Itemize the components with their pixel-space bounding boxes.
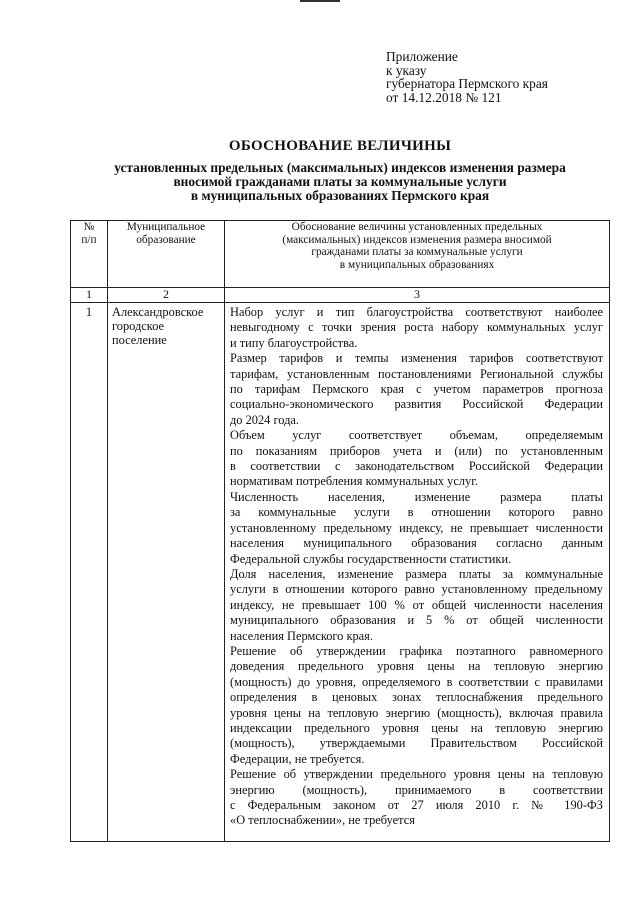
document-title: ОБОСНОВАНИЕ ВЕЛИЧИНЫ [228,138,452,154]
header-number [71,221,108,288]
paragraph-line: Доля населения, изменение размера платы за коммунальные [230,566,603,581]
justification-paragraph [230,428,603,490]
table-header-row [71,221,610,288]
justification-paragraph [230,305,603,351]
paragraph-line: населения муниципального образования согласно данным [230,536,603,551]
subtitle-line: установленных предельных (максимальных) индексов изменения размера [114,160,566,175]
column-number-row [71,288,610,303]
paragraph-line: с Федеральным законом от 27 июля 2010 г. № 190-ФЗ [230,798,603,812]
municipality-line: Александровское [112,305,204,319]
paragraph-line: услуги в отношении которого равно установленному предельному [230,582,603,597]
header-text: п/п [81,233,97,246]
paragraph-line: индексу, не превышает 100 % от общей численности населения [230,597,603,612]
paragraph-line: индексации предельного уровня цены на тепловую энергию [230,720,603,735]
document-subtitle [60,161,620,204]
appendix-line: Приложение [386,49,458,64]
top-edge-mark [300,0,340,2]
subtitle-line: вносимой гражданами платы за коммунальные услуги [173,174,507,190]
paragraph-line: Решение об утверждении графика поэтапного равномерного [230,643,603,658]
paragraph-line: по показаниям приборов учета и (или) по установленным [230,443,603,458]
appendix-line: к указу [386,62,427,78]
header-text: в муниципальных образованиях [339,258,495,271]
paragraph-line: до 2024 года. [230,412,299,427]
municipality-line: поселение [112,333,167,347]
paragraph-line: и типу благоустройства. [230,335,358,350]
table-row [71,303,610,842]
appendix-line: от 14.12.2018 № 121 [386,89,502,105]
paragraph-line: Объем услуг соответствует объемам, определяемым [230,428,603,443]
header-text: гражданами платы за коммунальные услуги [311,246,523,258]
paragraph-line: (мощность) до уровня, определяемого в соответствии с правилами [230,674,603,689]
paragraph-line: доведения предельного уровня цены на тепловую энергию [230,659,603,674]
justification-paragraph [230,567,603,644]
subtitle-line: в муниципальных образованиях Пермского края [190,188,490,204]
header-text: образование [136,233,196,246]
header-text: Муниципальное [126,221,206,233]
justification-text [225,303,610,842]
justification-table [70,220,610,842]
paragraph-line: Размер тарифов и темпы изменения тарифов соответствуют [230,351,603,366]
paragraph-line: в соответствии с законодательством Российской Федерации [230,459,603,474]
paragraph-line: энергию (мощность), принимаемого в соответствии [230,782,603,797]
paragraph-line: Набор услуг и тип благоустройства соответствуют наиболее [230,305,603,319]
justification-paragraph [230,351,603,428]
paragraph-line: уровня цены на тепловую энергию (мощность), включая правила [230,705,603,720]
paragraph-line: за коммунальные услуги в отношении которого равно [230,505,603,520]
municipality-name [108,303,225,842]
paragraph-line: Федеральной службы государственности статистики. [230,551,512,566]
column-number: 1 [71,288,108,303]
column-number: 3 [225,288,610,303]
paragraph-line: социально-экономического развития Российской Федерации [230,397,603,412]
column-number: 2 [108,288,225,303]
appendix-line: губернатора Пермского края [386,76,548,91]
header-text: № [83,221,95,233]
appendix-block [386,50,626,104]
paragraph-line: «О теплоснабжении», не требуется [230,813,415,828]
paragraph-line: муниципального образования и 5 % от общей численности [230,613,603,628]
municipality-line: городское [112,319,165,333]
paragraph-line: Решение об утверждении предельного уровня цены на тепловую [230,767,603,782]
paragraph-line: Федерации, не требуется. [230,751,365,766]
paragraph-line: населения Пермского края. [230,628,373,643]
paragraph-line: по тарифам Пермского края с учетом параметров прогноза [230,382,603,397]
justification-paragraph [230,767,603,829]
row-number: 1 [71,303,108,842]
header-text: (максимальных) индексов изменения размера вносимой [282,233,552,246]
justification-paragraph [230,644,603,767]
header-text: Обоснование величины установленных предельных [291,221,543,233]
paragraph-line: определения в ценовых зонах теплоснабжения предельного [230,690,603,705]
paragraph-line: (мощность), утверждаемыми Правительством Российской [230,736,603,751]
paragraph-line: установленному предельному индексу, не превышает численности [230,520,603,535]
justification-paragraphs [230,305,603,829]
paragraph-line: нормативам потребления коммунальных услуг. [230,474,479,489]
paragraph-line: невыгодному с точки зрения роста набору коммунальных услуг [230,320,603,335]
header-municipality [108,221,225,288]
header-justification [225,221,610,288]
paragraph-line: тарифам, установленным постановлениями Региональной службы [230,366,603,381]
justification-paragraph [230,490,603,567]
paragraph-line: Численность населения, изменение размера платы [230,489,603,504]
